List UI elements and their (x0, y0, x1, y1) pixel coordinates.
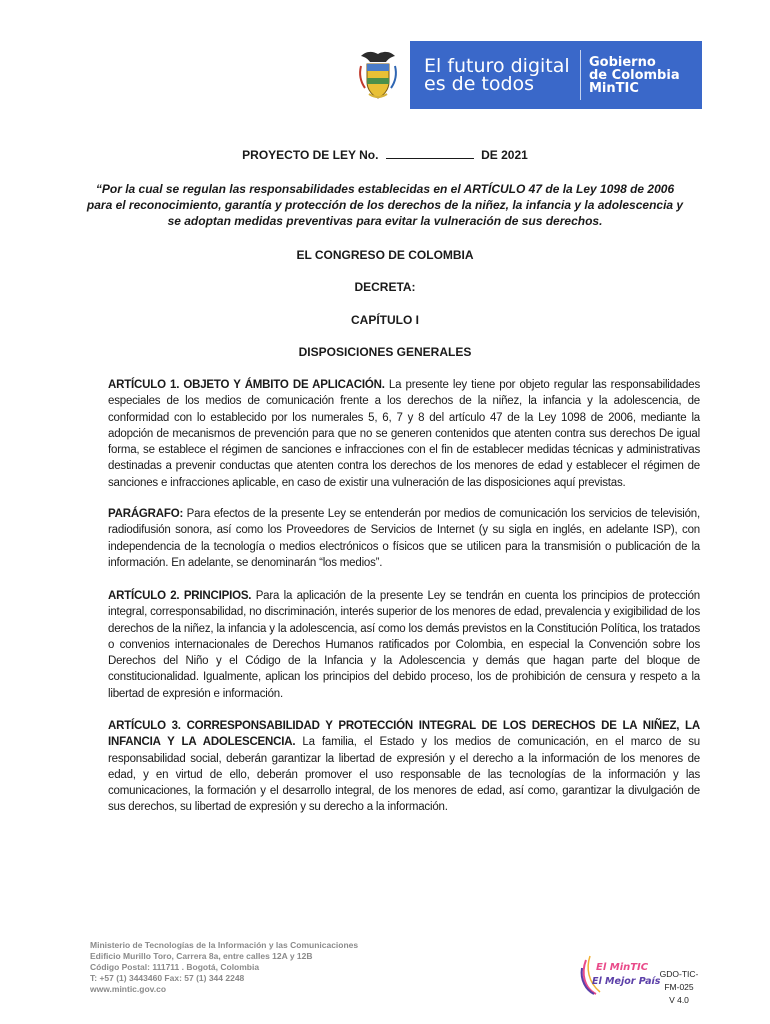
footer-address (90, 940, 358, 995)
section-heading: DISPOSICIONES GENERALES (298, 345, 472, 359)
document-subtitle: “Por la cual se regulan las responsabilidades establecidas en el ARTÍCULO 47 de la Ley 1098 de 2006 para el reconocimiento, garantía y protección de los derechos de la niñez, la infancia y la adolescencia y se adoptan medidas preventivas para evitar la vulneración de sus derechos. (86, 182, 684, 228)
slogan-line-1: El futuro digital (424, 55, 570, 77)
document-title (0, 148, 770, 162)
chapter-heading: CAPÍTULO I (351, 313, 419, 327)
article-2-heading: ARTÍCULO 2. PRINCIPIOS. (108, 590, 252, 602)
logo-text-1: El MinTIC (596, 962, 649, 973)
gov-line-1: Gobierno (589, 54, 656, 70)
congreso-heading: EL CONGRESO DE COLOMBIA (296, 248, 474, 262)
gov-line-3: MinTIC (589, 80, 639, 96)
coat-of-arms-icon (346, 41, 410, 109)
title-prefix: PROYECTO DE LEY No. (242, 148, 379, 162)
article-2-text: Para la aplicación de la presente Ley se tendrán en cuenta los principios de protección integral, corresponsabilidad, no discriminación, interés superior de los menores de edad, prevalencia y exigibilidad de los derechos de la niñez, la infancia y la adolescencia, así como los demás previstos en la Constitución Política, los tratados o convenios internacionales de Derechos Humanos ratificados por Colombia, en especial la Convención sobre los Derechos del Niño y el Código de la Infancia y la Adolescencia y demás que hagan parte del bloque de constitucionalidad. Igualmente, aplican los principios del debido proceso, los de prohibición de censura y respeto a la libertad de expresión e información. (108, 590, 700, 700)
code-line-3: V 4.0 (669, 995, 689, 1005)
code-line-2: FM-025 (664, 982, 694, 992)
header-banner (346, 41, 702, 109)
mintic-logo-icon (576, 948, 661, 998)
paragrafo (108, 506, 700, 571)
article-1 (108, 377, 700, 491)
article-3 (108, 718, 700, 816)
banner-divider (580, 50, 581, 100)
title-suffix: DE 2021 (481, 148, 528, 162)
government-label (589, 56, 680, 95)
slogan-line-2: es de todos (424, 73, 535, 95)
gov-line-2: de Colombia (589, 67, 680, 83)
article-1-text: La presente ley tiene por objeto regular las responsabilidades especiales de los medios de comunicación frente a los derechos de la niñez, la infancia y la adolescencia, de conformidad con lo establecido por los numerales 5, 6, 7 y 8 del artículo 47 de la Ley 1098 de 2006, mediante la adopción de mecanismos de prevención para que no se generen contenidos que atenten contra sus derechos De igual forma, se establece el régimen de sanciones e infracciones con el fin de establecer medidas técnicas y administrativas destinadas a prevenir conductas que atenten contra los derechos de los menores de edad y establecer el régimen de sanciones e infracciones aplicable, en caso de existir una vulneración de las disposiciones aquí previstas. (108, 379, 700, 489)
article-2 (108, 588, 700, 702)
paragrafo-heading: PARÁGRAFO: (108, 508, 184, 520)
article-3-text: La familia, el Estado y los medios de comunicación, en el marco de su responsabilidad social, deberán garantizar la libertad de expresión y el derecho a la información de los menores de edad, y en virtud de ello, deberán promover el uso responsable de las tecnologías de la información y las comunicaciones, la formación y el desarrollo integral, de los menores de edad, así como, garantizar la divulgación de sus derechos, su libertad de expresión y su derecho a la información. (108, 736, 701, 814)
law-number-blank (386, 148, 474, 159)
article-1-heading: ARTÍCULO 1. OBJETO Y ÁMBITO DE APLICACIÓN. (108, 379, 385, 391)
slogan (424, 57, 574, 93)
code-line-1: GDO-TIC- (659, 969, 699, 979)
footer-line-2: Edificio Murillo Toro, Carrera 8a, entre calles 12A y 12B (90, 951, 313, 961)
paragrafo-text: Para efectos de la presente Ley se entenderán por medios de comunicación los servicios de televisión, radiodifusión sonora, así como los Proveedores de Servicios de Internet (y su sigla en inglés, en adelante ISP), con independencia de la tecnología o medios electrónicos o físicos que se utilicen para la transmisión o publicación de la información. En adelante, se denominarán “los medios”. (108, 508, 700, 569)
footer-website: www.mintic.gov.co (90, 984, 167, 994)
decreta-heading: DECRETA: (354, 280, 416, 294)
footer-line-1: Ministerio de Tecnologías de la Información y las Comunicaciones (90, 940, 359, 950)
document-code (657, 968, 701, 1007)
article-3-heading: ARTÍCULO 3. CORRESPONSABILIDAD Y PROTECCIÓN INTEGRAL DE LOS DERECHOS DE LA NIÑEZ, LA INFANCIA Y LA ADOLESCENCIA. (108, 720, 700, 749)
logo-text-2: El Mejor País (592, 976, 661, 987)
footer-line-4: T: +57 (1) 3443460 Fax: 57 (1) 344 2248 (90, 973, 245, 983)
footer-line-3: Código Postal: 111711 . Bogotá, Colombia (90, 962, 260, 972)
